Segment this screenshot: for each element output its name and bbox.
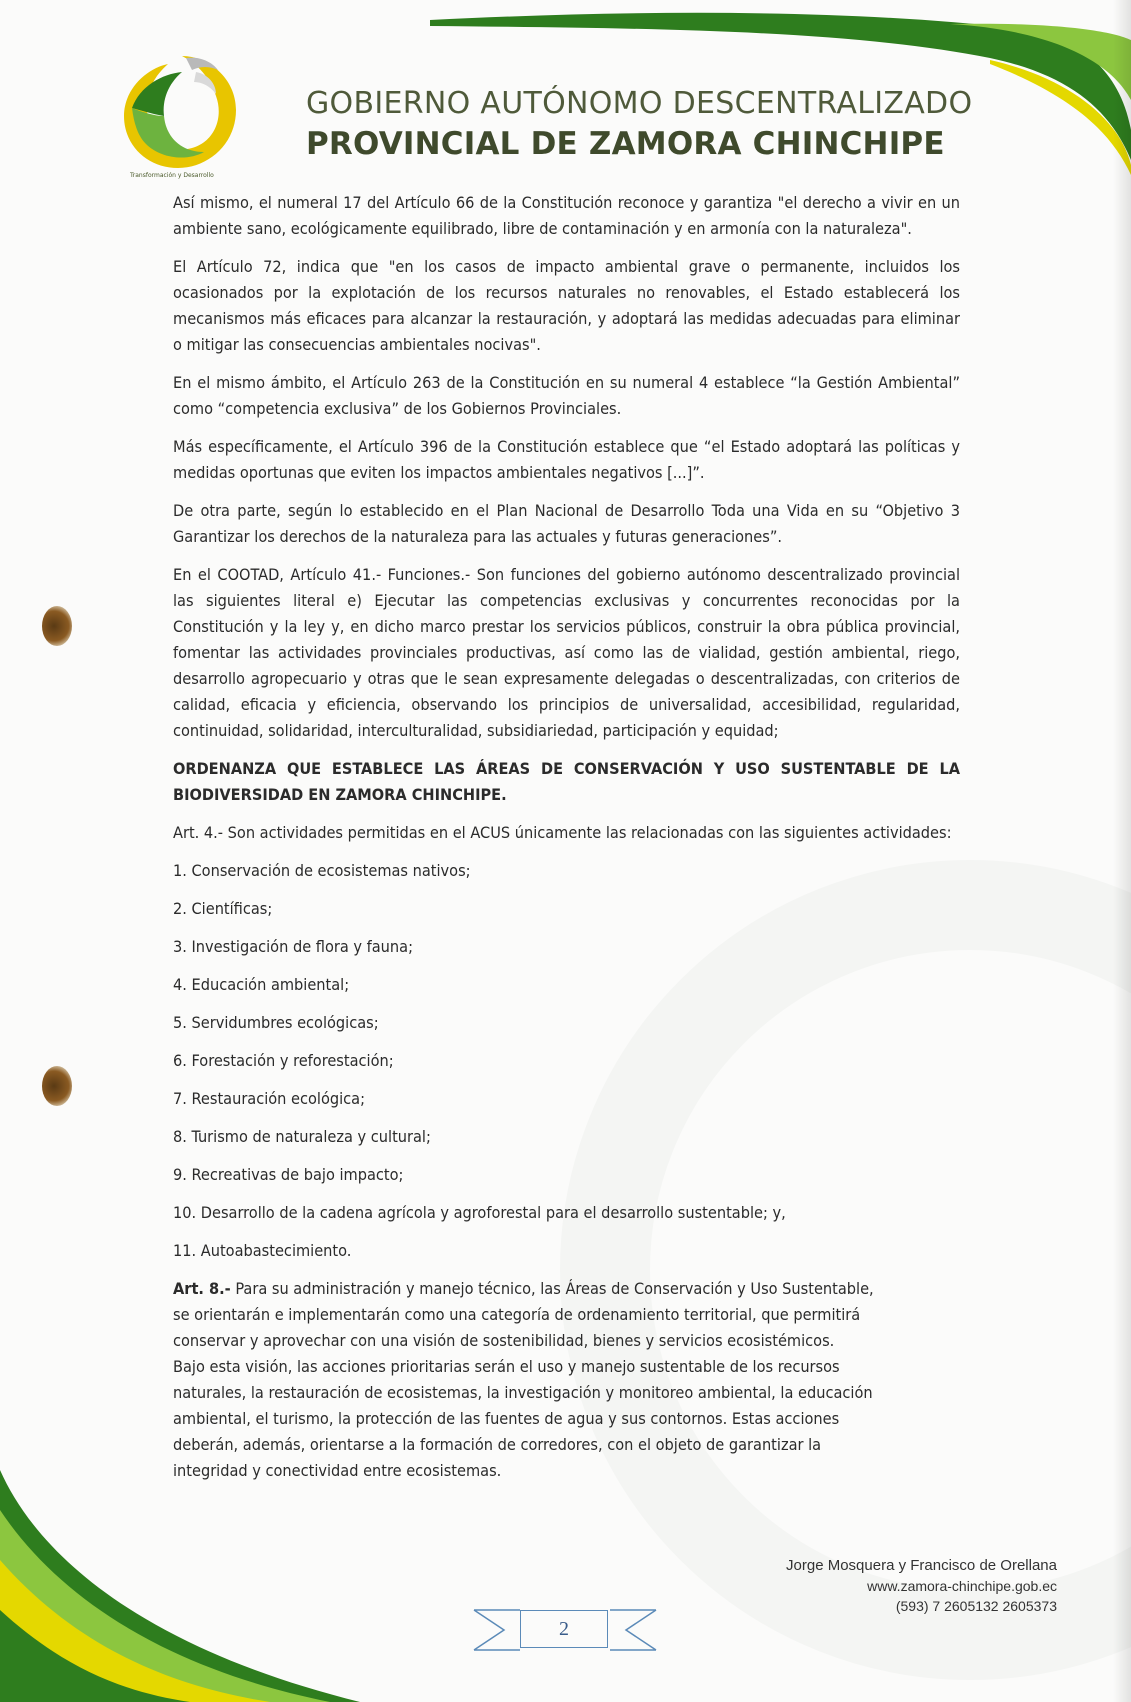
paragraph-cootad: En el COOTAD, Artículo 41.- Funciones.- Son funciones del gobierno autónomo descentralizado provincial las siguientes literal e) Ejecutar las competencias exclusivas y concurrentes reconocidas por la Constitución y la ley y, en dicho marco prestar los servicios públicos, construir la obra pública provincial, fomentar las actividades provinciales productivas, así como las de vialidad, gestión ambiental, riego, desarrollo agropecuario y otras que le sean expresamente delegadas o descentralizadas, con criterios de calidad, eficacia y eficiencia, observando los principios de universalidad, accesibilidad, regularidad, continuidad, solidaridad, interculturalidad, subsidiariedad, participación y equidad; [173, 565, 960, 740]
art8-label: Art. 8.- [173, 1279, 231, 1298]
paragraph-art396: Más específicamente, el Artículo 396 de la Constitución establece que “el Estado adoptará las políticas y medidas oportunas que eviten los impactos ambientales negativos [...]”. [173, 437, 960, 482]
list-item: 2. Científicas; [173, 899, 273, 918]
footer-address: Jorge Mosquera y Francisco de Orellana [786, 1557, 1057, 1574]
paragraph-art66: Así mismo, el numeral 17 del Artículo 66 de la Constitución reconoce y garantiza "el derecho a vivir en un ambiente sano, ecológicamente equilibrado, libre de contaminación y en armonía con la naturaleza". [173, 193, 960, 238]
paragraph-art72: El Artículo 72, indica que "en los casos de impacto ambiental grave o permanente, incluidos los ocasionados por la explotación de los recursos naturales no renovables, el Estado establecerá los mecanismos más eficaces para alcanzar la restauración, y adoptará las medidas adecuadas para eliminar o mitigar las consecuencias ambientales nocivas". [173, 257, 960, 354]
footer-website: www.zamora-chinchipe.gob.ec [867, 1578, 1057, 1594]
paragraph-art263: En el mismo ámbito, el Artículo 263 de la Constitución en su numeral 4 establece “la Gestión Ambiental” como “competencia exclusiva” de los Gobiernos Provinciales. [173, 373, 960, 418]
art8-line: deberán, además, orientarse a la formación de corredores, con el objeto de garantizar la [173, 1435, 822, 1454]
list-item: 6. Forestación y reforestación; [173, 1051, 394, 1070]
page-number: 2 [520, 1610, 608, 1648]
page-number-badge [470, 1604, 660, 1656]
header-title-line2: PROVINCIAL DE ZAMORA CHINCHIPE [306, 126, 945, 162]
bottom-decorative-swoosh [0, 1470, 360, 1702]
paragraph-plan-nacional: De otra parte, según lo establecido en el Plan Nacional de Desarrollo Toda una Vida en su “Objetivo 3 Garantizar los derechos de la naturaleza para las actuales y futuras generaciones”. [173, 501, 960, 546]
ordinance-heading: ORDENANZA QUE ESTABLECE LAS ÁREAS DE CONSERVACIÓN Y USO SUSTENTABLE DE LA BIODIVERSIDAD EN ZAMORA CHINCHIPE. [173, 759, 960, 804]
art8-line: integridad y conectividad entre ecosistemas. [173, 1461, 502, 1480]
art8-line-text: Para su administración y manejo técnico, las Áreas de Conservación y Uso Sustentable, [230, 1279, 874, 1298]
list-item: 8. Turismo de naturaleza y cultural; [173, 1127, 431, 1146]
list-item: 5. Servidumbres ecológicas; [173, 1013, 379, 1032]
logo-caption: Transformación y Desarrollo [130, 172, 214, 179]
punch-hole-top [42, 606, 72, 646]
permitted-activities-list [173, 858, 960, 1264]
list-item: 4. Educación ambiental; [173, 975, 350, 994]
art8-line: naturales, la restauración de ecosistemas, la investigación y monitoreo ambiental, la educación [173, 1383, 873, 1402]
list-item: 11. Autoabastecimiento. [173, 1241, 352, 1260]
punch-hole-bottom [42, 1066, 72, 1106]
list-item: 3. Investigación de flora y fauna; [173, 937, 413, 956]
document-body [173, 190, 960, 1484]
list-item: 10. Desarrollo de la cadena agrícola y agroforestal para el desarrollo sustentable; y, [173, 1203, 786, 1222]
art8-line: conservar y aprovechar con una visión de sostenibilidad, bienes y servicios ecosistémicos. [173, 1331, 835, 1350]
paragraph-art8 [173, 1276, 960, 1484]
paragraph-art4: Art. 4.- Son actividades permitidas en el ACUS únicamente las relacionadas con las siguientes actividades: [173, 823, 952, 842]
list-item: 1. Conservación de ecosistemas nativos; [173, 861, 471, 880]
header-title-line1: GOBIERNO AUTÓNOMO DESCENTRALIZADO [306, 86, 973, 121]
page-edge-shadow [1113, 0, 1131, 1702]
footer-phone: (593) 7 2605132 2605373 [895, 1598, 1057, 1614]
art8-line: se orientarán e implementarán como una categoría de ordenamiento territorial, que permitirá [173, 1305, 861, 1324]
prefecture-logo [112, 48, 252, 178]
list-item: 9. Recreativas de bajo impacto; [173, 1165, 404, 1184]
footer-contact [786, 1556, 1057, 1616]
art8-line: ambiental, el turismo, la protección de las fuentes de agua y sus contornos. Estas acciones [173, 1409, 840, 1428]
art8-line [173, 1276, 960, 1302]
art8-line: Bajo esta visión, las acciones prioritarias serán el uso y manejo sustentable de los recursos [173, 1357, 840, 1376]
list-item: 7. Restauración ecológica; [173, 1089, 366, 1108]
